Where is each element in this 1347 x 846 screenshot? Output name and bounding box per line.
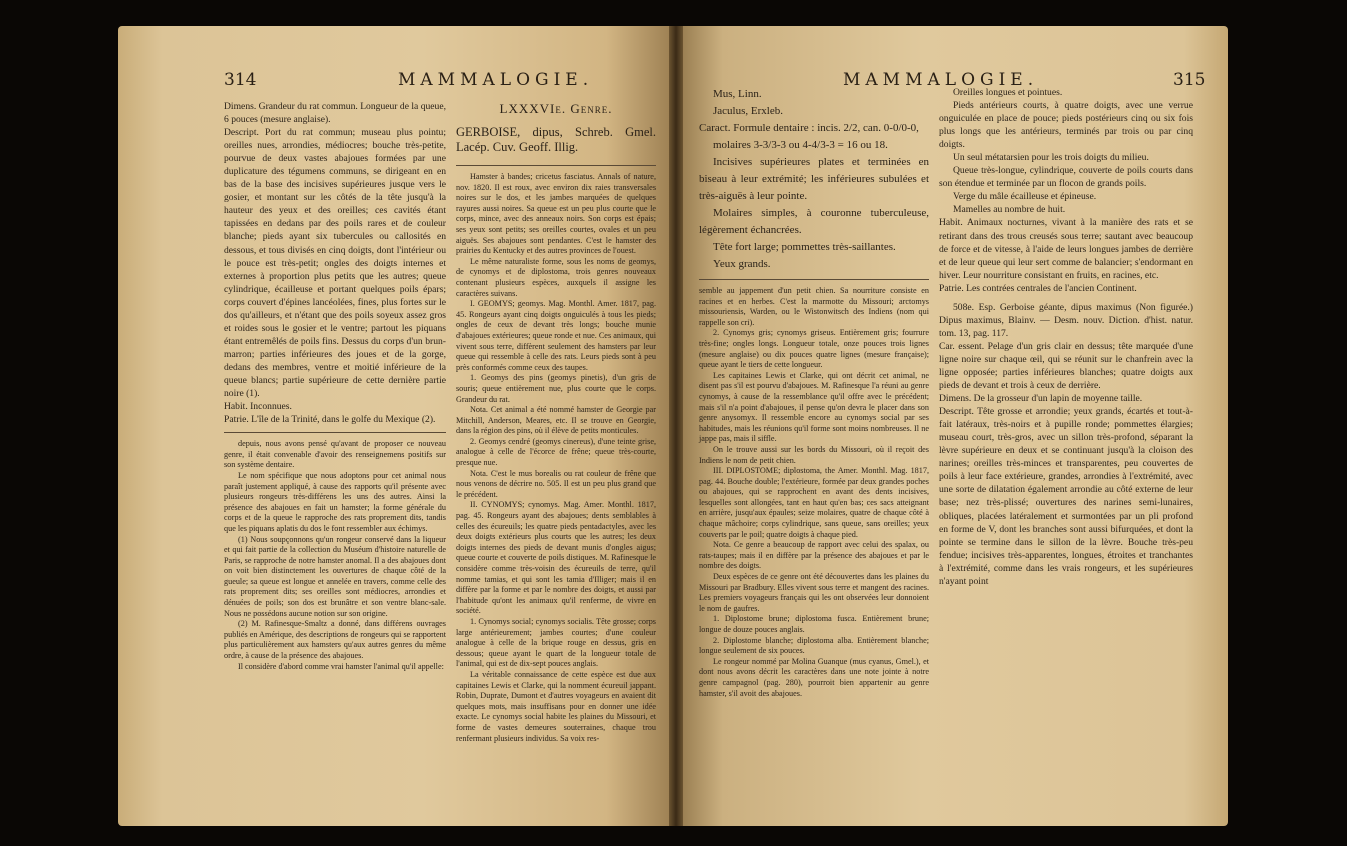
diplostome-genus: III. DIPLOSTOME; diplostoma, the Amer. Monthl. Mag. 1817, pag. 44. Bouche double; l'extérieure, formée par deux grandes poches ou abajoues, qui se rapprochent en avant des dents incisives, lesquelles sont allongées, tant en haut qu'en bas; ces sacs atteignant en arrière, jusqu'aux épaules; seize molaires, quatre de chaque côté à chaque mâchoire; corps cylindrique, sans queue, sans oreilles; yeux couverts par le poil; quatre doigts à chaque pied. [699,466,929,539]
left-patrie: Patrie. L'île de la Trinité, dans le golfe du Mexique (2). [224,414,436,426]
molaires: Molaires simples, à couronne tuberculeuse, légèrement échancrées. [699,207,929,236]
verge: Verge du mâle écailleuse et épineuse. [953,191,1097,203]
left-habit: Habit. Inconnues. [224,401,292,413]
diplostome-nota: Nota. Ce genre a beaucoup de rapport avec celui des spalax, ou rats-taupes; mais il en diffère par la présence des abajoues et par le nombre des doigts. [699,540,929,571]
hamster-bandes: Hamster à bandes; cricetus fasciatus. Annals of nature, nov. 1820. Il est roux, avec environ dix raies transversales noires sur le dos, et les jambes marquées de quelques rayures aussi noires. Sa queue est un peu plus courte que le corps, mince, avec des anneaux noirs. Son corps est épais; ses yeux sont petits; ses oreilles courtes, ovales et un peu aiguës. Ses abajoues sont pendantes. C'est le hamster des prairies du Kentucky et des autres provinces de l'ouest. [456,172,656,256]
right-page-number: 315 [1173,70,1206,90]
molaires-formula: molaires 3-3/3-3 ou 4-4/3-3 = 16 ou 18. [713,139,888,151]
missouri-note: On le trouve aussi sur les bords du Missouri, où il reçoit des Indiens le nom de petit chien. [699,444,929,465]
left-note-3: (1) Nous soupçonnons qu'un rongeur conservé dans la liqueur et qui fait partie de la collection du Muséum d'histoire naturelle de Paris, se rapproche de notre hamster anomal. Il a des abajoues dont on voit bien distinctement les ouvertures de chaque côté de la gueule; sa queue est longue et annelée en travers, comme celle des rats proprement dits; ses oreilles sont médiocres, arrondies et dénuées de poils; son dos est brunâtre et son ventre blanc-sale. Nous ne possédons aucune notion sur son origine. [224,534,446,618]
incisives: Incisives supérieures plates et terminées en biseau à leur extrémité; les inférieures subulées et très-aiguës à leur pointe. [699,156,929,202]
left-note-1: depuis, nous avons pensé qu'avant de proposer ce nouveau genre, il était convenable d'avoir des renseignemens positifs sur son système dentaire. [224,439,446,470]
pieds: Pieds antérieurs courts, à quatre doigts, avec une verrue onguiculée en place de pouce; pieds postérieurs cinq ou six fois plus longs que les antérieurs, terminés par trois ou par cinq doigts. [939,100,1193,151]
jaculus: Jaculus, Erxleb. [713,105,783,117]
right-column-1 [699,86,929,699]
geomys-pins: 1. Geomys des pins (geomys pinetis), d'un gris de souris; queue entièrement nue, plus courte que le corps. Grandeur du rat. [456,373,656,404]
diplostome-brune: 1. Diplostome brune; diplostoma fusca. Entièrement brune; longue de douze pouces anglais. [699,614,929,634]
genre-rule [456,165,656,166]
yeux: Yeux grands. [713,258,771,270]
footnote-rule [224,432,446,433]
left-page-number: 314 [224,70,257,90]
geomys-pins-nota: Nota. Cet animal a été nommé hamster de Georgie par Mitchill, Anderson, Meares, etc. Il se trouve en Georgie, dans la région des pins, où il élève de petits monticules. [456,405,656,436]
left-descript: Descript. Port du rat commun; museau plus pointu; oreilles nues, arrondies, médiocres; bouche très-petite, pourvue de deux vastes abajoues formées par une duplicature des tégumens communs, se dirigeant en en bas de la base des incisives supérieures jusque vers le gosier, et montant sur les côtés de la tête jusqu'à la hauteur des yeux et des oreilles; ces cavités étant tapissées en dedans par des poils rares et de couleur blanche; pieds ayant six tubercules ou callosités en dessous, et tous divisés en cinq doigts, dont l'intérieur ou le pouce est très-petit; ongles des doigts internes et externes à proportion plus petits que les autres; queue cylindrique, écailleuse et portant quelques poils épars; corps couvert d'épines lancéolées, fines, plus fortes sur le dos qu'ailleurs, et n'étant que des poils soyeux assez gros et roides sous le gosier et le ventre; partout les piquans étant entremêlés de poils fins. Dessus du corps d'un brun-marron; parties inférieures des joues et de la gorge, dedans des membres, ventre et moitié inférieure de la queue blancs; partie supérieure de cette dernière partie noire (1). [224,127,446,400]
metatarsien: Un seul métatarsien pour les trois doigts du milieu. [953,152,1149,164]
cynomys-cont: semble au jappement d'un petit chien. Sa nourriture consiste en racines et en herbes. C'est la marmotte du Missouri; arctomys missouriensis, Warden, ou le Wistonwitsch des Indiens (nom qui rappelle son cri). [699,286,929,327]
lewis-clarke: Les capitaines Lewis et Clarke, qui ont décrit cet animal, ne disent pas s'il est pourvu d'abajoues. M. Rafinesque l'a réuni au genre cynomys, à cause de la ressemblance qu'il offre avec le précédent; mais s'il n'a point d'abajoues, il pense qu'on devra le placer dans son genre anysomyx. Il ressemble encore au cynomys social par ses habitudes, mais les réunions qu'il forme sont moins nombreuses. Il ne jappe pas, mais il siffle. [699,370,929,444]
queue: Queue très-longue, cylindrique, couverte de poils courts dans son étendue et terminée par un flocon de grands poils. [939,165,1193,190]
left-running-head: MAMMALOGIE. [398,70,594,90]
left-note-4: (2) M. Rafinesque-Smaltz a donné, dans différens ouvrages publiés en Amérique, des descriptions de rongeurs qui se rapportent plus particulièrement aux hamsters qu'aux autres genres du même ordre, à cause de la présence des abajoues. [224,619,446,661]
bradbury: Deux espèces de ce genre ont été découvertes dans les plaines du Missouri par Bradbury. Elles vivent sous terre et mangent des racines. Les premiers voyageurs français qui les ont observées leur donnoient le nom de gaufres. [699,572,929,613]
left-dimens: Dimens. Grandeur du rat commun. Longueur de la queue, 6 pouces (mesure anglaise). [224,101,446,126]
right-rule [699,279,929,280]
right-dimens: Dimens. De la grosseur d'un lapin de moyenne taille. [939,393,1143,405]
right-habit: Habit. Animaux nocturnes, vivant à la manière des rats et se retirant dans des trous creusés sous terre; sautant avec beaucoup de force et de vitesse, à l'aide de leurs longues jambes de derrière et de leur queue qui leur sert comme de balancier; s'endormant en hiver. Leur nourriture consistant en fruits, en racines, etc. [939,217,1193,281]
right-page [673,26,1228,826]
car-essent: Car. essent. Pelage d'un gris clair en dessus; tête marquée d'une ligne noire sur chaque œil, qui se réunit sur le chanfrein avec la ligne opposée; parties inférieures blanches; quatre doigts aux pieds de devant et trois à ceux de derrière. [939,340,1193,392]
tete: Tête fort large; pommettes très-saillantes. [713,241,896,253]
geomys-genus: I. GEOMYS; geomys. Mag. Monthl. Amer. 1817, pag. 45. Rongeurs ayant cinq doigts onguiculés à tous les pieds; ongles de ceux de devant très longs; bouche munie d'abajoues extérieures; queue ronde et nue. Ces animaux, qui vivent sous terre, diffèrent seulement des hamsters par leur queue qui ressemble à celle des rats. Leurs pieds sont à peu près conformés comme ceux des taupes. [456,299,656,372]
left-column-1 [224,100,446,672]
left-note-2: Le nom spécifique que nous adoptons pour cet animal nous paraît justement appliqué, à cause des rapports qu'il présente avec plusieurs rongeurs très-différens les uns des autres. Ainsi la présence des abajoues en fait un hamster; la forme générale du corps et de la queue le rapproche des rats proprement dits, tandis que les piquans aplatis du dos le font ressembler aux échimys. [224,470,446,533]
caract-formula: Caract. Formule dentaire : incis. 2/2, can. 0-0/0-0, [699,122,919,134]
cynomys-social: 1. Cynomys social; cynomys socialis. Tête grosse; corps large antérieurement; jambes courtes; d'une couleur analogue à celle de la brique rouge en dessus, gris en dessous; queue ayant le quart de la longueur totale de l'animal, qui est de dix-sept pouces anglais. [456,616,656,669]
cynomys-gris: 2. Cynomys gris; cynomys griseus. Entièrement gris; fourrure très-fine; ongles longs. Longueur totale, onze pouces trois lignes (mesure anglaise) ou dix pouces quatre lignes (mesure française); queue ayant le tiers de cette longueur. [699,328,929,370]
naturaliste-genres: Le même naturaliste forme, sous les noms de geomys, de cynomys et de diplostoma, trois genres nouveaux contenant plusieurs espèces, auxquels il assigne les caractères suivans. [456,256,656,298]
right-column-2 [939,86,1193,588]
book-gutter [669,26,683,826]
left-column-2 [456,100,656,744]
left-page [118,26,673,826]
oreilles: Oreilles longues et pointues. [953,87,1063,98]
genre-name: GERBOISE, dipus, Schreb. Gmel. Lacép. Cuv. Geoff. Illig. [456,125,656,155]
right-running-head: MAMMALOGIE. [843,70,1039,90]
geomys-cendre-nota: Nota. C'est le mus borealis ou rat couleur de frêne que nous venons de décrire no. 505. Il est un peu plus grand que le précédent. [456,468,656,499]
genre-heading: LXXXVIe. Genre. [499,101,613,116]
geomys-cendre: 2. Geomys cendré (geomys cinereus), d'une teinte grise, analogue à celle de l'écorce de frêne; queue très-courte, presque nue. [456,436,656,468]
mamelles: Mamelles au nombre de huit. [953,204,1066,216]
left-note-5: Il considère d'abord comme vrai hamster l'animal qu'il appelle: [238,661,444,671]
cynomys-genus: II. CYNOMYS; cynomys. Mag. Amer. Monthl. 1817, pag. 45. Rongeurs ayant des abajoues; dents semblables à celles des écureuils; les quatre pieds pentadactyles, avec les deux doigts extérieurs plus courts que les autres; les deux doigts internes des pieds de devant munis d'ongles aigus; queue courte et couverte de poils distiques. M. Rafinesque le considère comme très-voisin des écureuils de terre, qu'il nomme tamias, et qui sont les tamia d'Illiger; mais il en diffère par la forme et par le nombre des doigts, et aussi par l'habitude qu'ont les animaux qu'il renferme, de vivre en société. [456,500,656,616]
gerboise-geante: 508e. Esp. Gerboise géante, dipus maximus (Non figurée.) Dipus maximus, Blainv. — Desm. nouv. Diction. d'hist. natur. tom. 13, pag. 117. [939,301,1193,339]
right-descript: Descript. Tête grosse et arrondie; yeux grands, écartés et tout-à-fait latéraux, très-noirs et à pupille ronde; pommettes élargies; museau court, très-gros, avec un sillon très-profond, séparant la lèvre supérieure en deux et se continuant jusqu'à la cloison des narines; oreilles très-minces et transparentes, peu couvertes de poils à leur face extérieure, grandes, arrondies à l'extrémité, avec une sorte de dilatation également arrondie au côté externe de leur base; nez très-plissé; ouvertures des narines semi-lunaires, obliques, placées latéralement et surmontées par un pli profond en forme de V, dont les branches sont aussi bifurquées, et dont la pointe se termine dans le sillon de la lèvre. Bouche très-peu fendue; incisives très-apparentes, longues, étroites et tranchantes à l'extrémité, comme dans les vrais rongeurs, et les supérieures n'ayant point [939,406,1193,587]
mus-linn: Mus, Linn. [713,88,762,100]
cynomys-social-note: La véritable connaissance de cette espèce est due aux capitaines Lewis et Clarke, qui la nomment écureuil jappant. Robin, Duprate, Dumont et d'autres voyageurs en avaient dit quelques mots, mais insuffisans pour en donner une idée exacte. Le cynomys social habite les plaines du Missouri, et forme de vastes demeures souterraines, chaque trou renfermant plusieurs individus. Sa voix res- [456,669,656,743]
guanque: Le rongeur nommé par Molina Guanque (mus cyanus, Gmel.), et dont nous avons décrit les caractères dans une note jointe à notre genre campagnol (pag. 280), pourroit bien appartenir au genre hamster, s'il avoit des abajoues. [699,656,929,698]
diplostome-blanche: 2. Diplostome blanche; diplostoma alba. Entièrement blanche; longue seulement de six pouces. [699,635,929,656]
right-patrie: Patrie. Les contrées centrales de l'ancien Continent. [939,282,1137,294]
